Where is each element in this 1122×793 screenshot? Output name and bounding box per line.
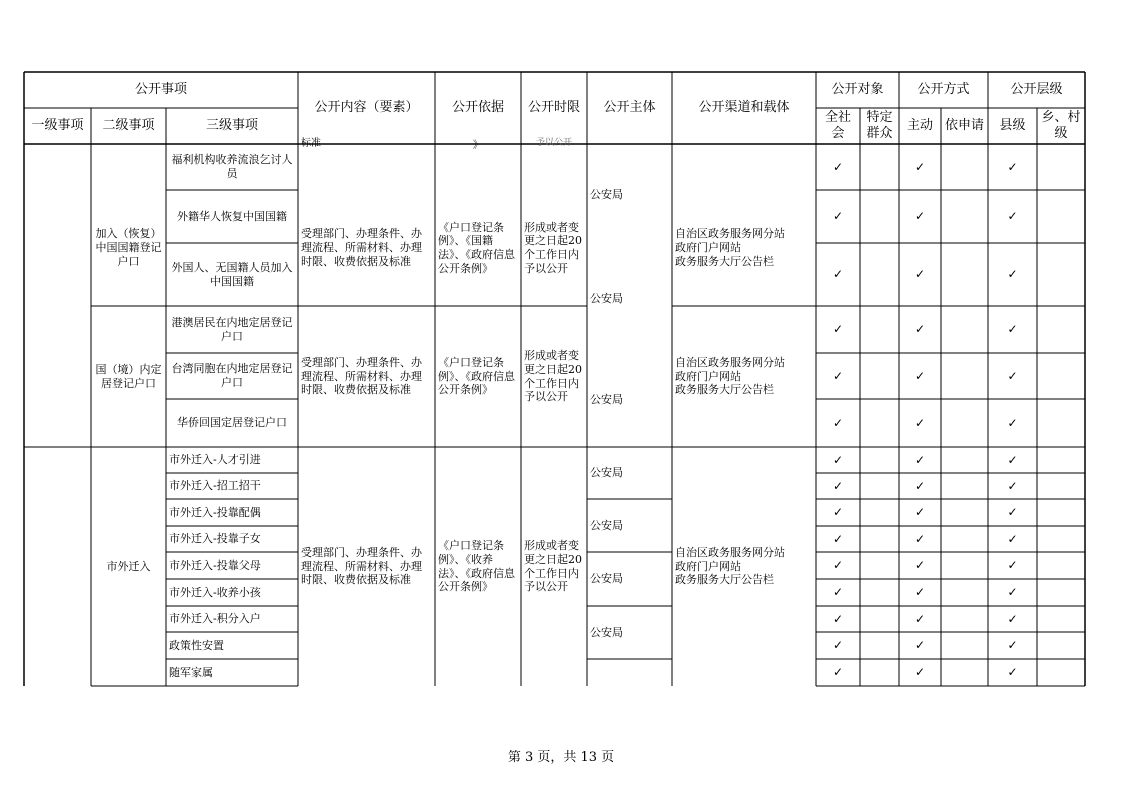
clipped-content: 标准 (301, 138, 321, 149)
level3-item: 外籍华人恢复中国国籍 (177, 209, 287, 223)
level3-item: 市外迁入-投靠配偶 (169, 505, 261, 519)
content-cell: 受理部门、办理条件、办理流程、所需材料、办理时限、收费依据及标准 (301, 355, 422, 397)
subject-cell: 公安局 (590, 292, 623, 306)
checkmark-target-all: ✓ (832, 531, 844, 546)
header-subject: 公开主体 (603, 99, 656, 115)
checkmark-method-active: ✓ (914, 478, 926, 493)
level3-item: 华侨回国定居登记户口 (177, 416, 287, 430)
checkmark-method-active: ✓ (914, 267, 926, 281)
checkmark-method-active: ✓ (914, 558, 926, 572)
subject-cell: 公安局 (590, 625, 623, 639)
checkmark-method-active: ✓ (914, 611, 926, 626)
basis-cell: 《户口登记条例》、《政府信息公开条例》 (438, 355, 515, 397)
level3-item: 市外迁入-投靠父母 (169, 558, 261, 572)
checkmark-target-all: ✓ (832, 638, 844, 652)
header-basis: 公开依据 (451, 99, 504, 115)
channel-cell: 自治区政务服务网分站 政府门户网站 政务服务大厅公告栏 (675, 355, 785, 397)
checkmark-method-active: ✓ (914, 665, 926, 679)
header-time-limit: 公开时限 (527, 99, 580, 115)
header-public-items: 公开事项 (134, 81, 187, 97)
header-channel: 公开渠道和载体 (698, 99, 790, 115)
checkmark-level-county: ✓ (1007, 478, 1018, 493)
header-level1: 一级事项 (31, 117, 84, 133)
level3-item: 市外迁入-投靠子女 (169, 532, 261, 546)
checkmark-level-county: ✓ (1007, 209, 1018, 223)
header-target-all: 全社会 (824, 109, 851, 141)
page-footer: 第 3 页，共 13 页 (507, 749, 615, 765)
checkmark-level-county: ✓ (1007, 638, 1018, 652)
level3-item: 市外迁入-收养小孩 (169, 585, 261, 599)
checkmark-target-all: ✓ (832, 558, 844, 572)
level3-item: 市外迁入-人才引进 (169, 453, 261, 467)
subject-cell: 公安局 (590, 518, 623, 532)
checkmark-target-all: ✓ (832, 209, 844, 223)
checkmark-level-county: ✓ (1007, 611, 1018, 626)
checkmark-method-active: ✓ (914, 531, 926, 546)
checkmark-target-all: ✓ (832, 267, 844, 281)
header-level-county: 县级 (999, 117, 1026, 133)
checkmark-level-county: ✓ (1007, 415, 1018, 430)
header-content: 公开内容（要素） (314, 99, 419, 115)
checkmark-level-county: ✓ (1007, 531, 1018, 546)
time-limit-cell: 形成或者变更之日起20个工作日内予以公开 (524, 220, 582, 275)
subject-cell: 公安局 (590, 187, 623, 201)
checkmark-level-county: ✓ (1007, 665, 1018, 679)
header-level2: 二级事项 (102, 117, 155, 133)
checkmark-target-all: ✓ (832, 585, 844, 599)
checkmark-level-county: ✓ (1007, 322, 1018, 336)
level3-item: 港澳居民在内地定居登记户口 (171, 315, 293, 343)
checkmark-level-county: ✓ (1007, 452, 1018, 467)
header-level: 公开层级 (1010, 81, 1063, 97)
level3-item: 市外迁入-招工招干 (169, 479, 261, 493)
checkmark-target-all: ✓ (832, 478, 844, 493)
checkmark-method-active: ✓ (914, 452, 926, 467)
checkmark-target-all: ✓ (832, 159, 844, 174)
level2-item: 国（境）内定居登记户口 (95, 362, 162, 390)
checkmark-target-all: ✓ (832, 665, 844, 679)
checkmark-method-active: ✓ (914, 585, 926, 599)
subject-cell: 公安局 (590, 572, 623, 586)
time-limit-cell: 形成或者变更之日起20个工作日内予以公开 (524, 539, 582, 594)
checkmark-level-county: ✓ (1007, 368, 1018, 383)
checkmark-method-active: ✓ (914, 505, 926, 519)
subject-cell: 公安局 (590, 393, 623, 407)
header-method-active: 主动 (906, 117, 933, 133)
level3-item: 台湾同胞在内地定居登记户口 (171, 362, 293, 389)
checkmark-level-county: ✓ (1007, 505, 1018, 519)
clipped-basis: 》 (473, 140, 483, 151)
level2-item: 市外迁入 (106, 559, 151, 573)
channel-cell: 自治区政务服务网分站 政府门户网站 政务服务大厅公告栏 (675, 545, 785, 587)
checkmark-target-all: ✓ (832, 505, 844, 519)
header-level3: 三级事项 (205, 117, 258, 133)
level3-item: 外国人、无国籍人员加入中国国籍 (171, 260, 293, 288)
content-cell: 受理部门、办理条件、办理流程、所需材料、办理时限、收费依据及标准 (301, 545, 422, 587)
checkmark-method-active: ✓ (914, 368, 926, 383)
checkmark-target-all: ✓ (832, 452, 844, 467)
checkmark-method-active: ✓ (914, 209, 926, 223)
level2-item: 加入（恢复）中国国籍登记户口 (95, 227, 162, 268)
header-target: 公开对象 (831, 81, 884, 97)
checkmark-level-county: ✓ (1007, 159, 1018, 174)
basis-cell: 《户口登记条例》、《国籍法》、《政府信息公开条例》 (438, 220, 515, 275)
checkmark-level-county: ✓ (1007, 585, 1018, 599)
checkmark-method-active: ✓ (914, 322, 926, 336)
subject-cell: 公安局 (590, 466, 623, 480)
level3-item: 随军家属 (169, 665, 213, 679)
basis-cell: 《户口登记条例》、《收养法》、《政府信息公开条例》 (438, 539, 515, 594)
checkmark-method-active: ✓ (914, 415, 926, 430)
clipped-time: 予以公开 (535, 138, 572, 148)
header-method-request: 依申请 (944, 117, 984, 133)
checkmark-target-all: ✓ (832, 611, 844, 626)
time-limit-cell: 形成或者变更之日起20个工作日内予以公开 (524, 349, 582, 404)
checkmark-target-all: ✓ (832, 322, 844, 336)
content-cell: 受理部门、办理条件、办理流程、所需材料、办理时限、收费依据及标准 (301, 227, 422, 268)
checkmark-method-active: ✓ (914, 159, 926, 174)
level3-item: 福利机构收养流浪乞讨人员 (171, 153, 293, 180)
checkmark-level-county: ✓ (1007, 558, 1018, 572)
checkmark-target-all: ✓ (832, 415, 844, 430)
level3-item: 政策性安置 (169, 638, 224, 652)
header-level-town: 乡、村级 (1041, 109, 1081, 141)
checkmark-method-active: ✓ (914, 638, 926, 652)
level3-item: 市外迁入-积分入户 (169, 612, 261, 626)
checkmark-level-county: ✓ (1007, 267, 1018, 281)
channel-cell: 自治区政务服务网分站 政府门户网站 政务服务大厅公告栏 (675, 227, 785, 268)
checkmark-target-all: ✓ (832, 368, 844, 383)
header-method: 公开方式 (917, 81, 970, 97)
header-target-specific: 特定群众 (866, 109, 893, 141)
